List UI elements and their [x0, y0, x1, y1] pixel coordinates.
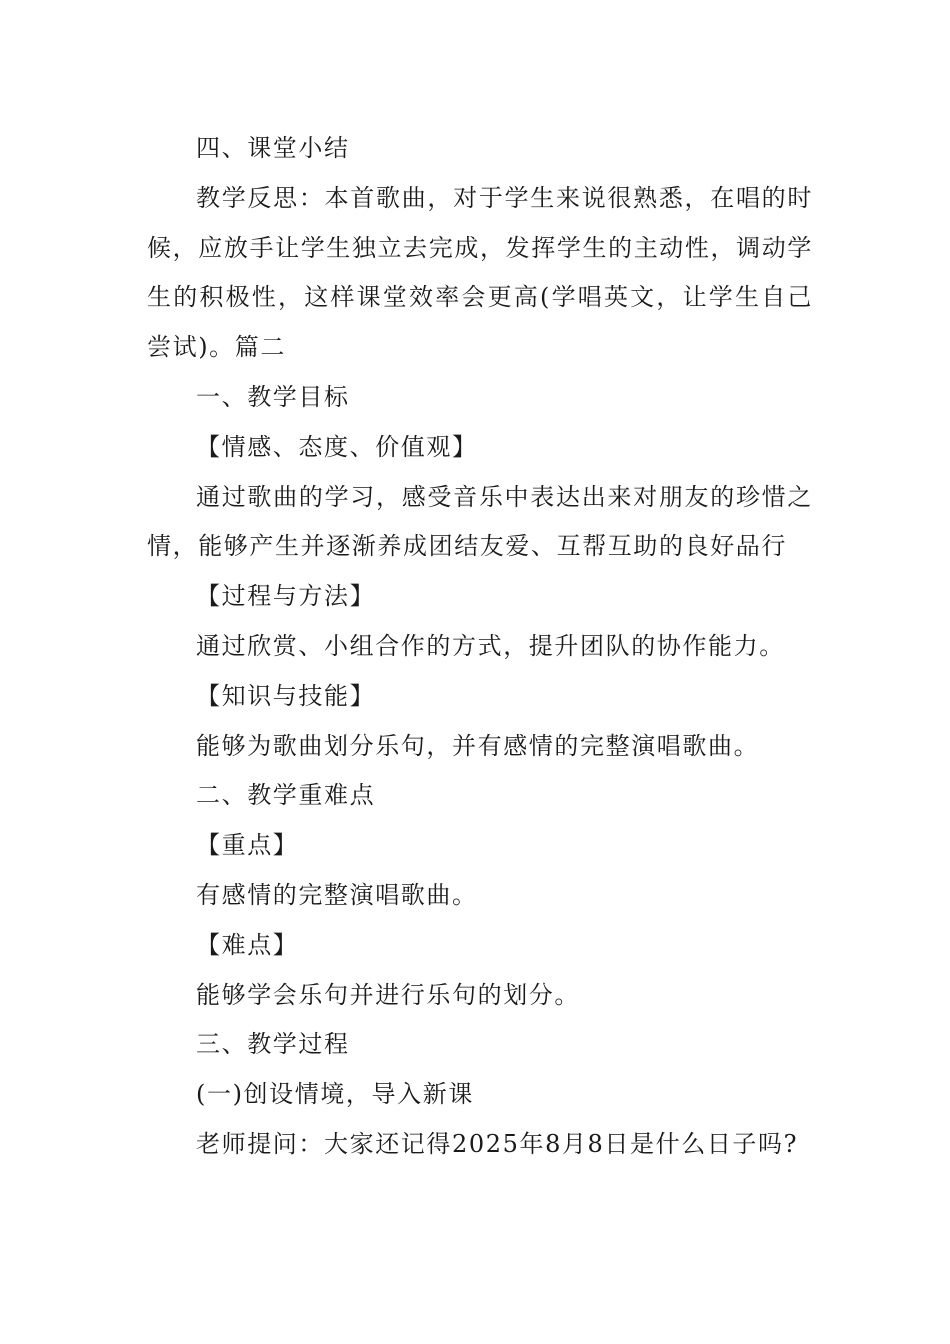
paragraph-teacher-question: 老师提问：大家还记得2025年8月8日是什么日子吗?: [196, 1129, 799, 1158]
subheading-emotion-attitude-values: 【情感、态度、价值观】: [196, 432, 478, 461]
subheading-knowledge-skills: 【知识与技能】: [196, 681, 376, 710]
section-heading-key-difficult-points: 二、教学重难点: [196, 781, 376, 810]
subheading-difficult-point: 【难点】: [196, 930, 299, 959]
subheading-create-situation: (一)创设情境，导入新课: [196, 1080, 474, 1109]
document-body: [147, 124, 813, 1170]
paragraph-difficult-point: 能够学会乐句并进行乐句的划分。: [196, 980, 580, 1009]
paragraph-teaching-reflection: 教学反思：本首歌曲，对于学生来说很熟悉，在唱的时候，应放手让学生独立去完成，发挥学生的主动性，调动学生的积极性，这样课堂效率会更高(学唱英文，让学生自己尝试)。篇二: [147, 183, 813, 362]
paragraph-key-point: 有感情的完整演唱歌曲。: [196, 880, 478, 909]
paragraph-knowledge-objective: 能够为歌曲划分乐句，并有感情的完整演唱歌曲。: [196, 731, 760, 760]
section-heading-objectives: 一、教学目标: [196, 382, 350, 411]
paragraph-process-objective: 通过欣赏、小组合作的方式，提升团队的协作能力。: [196, 631, 785, 660]
subheading-key-point: 【重点】: [196, 831, 299, 860]
section-heading-teaching-process: 三、教学过程: [196, 1030, 350, 1059]
section-heading-summary: 四、课堂小结: [196, 134, 350, 162]
paragraph-emotion-objective: 通过歌曲的学习，感受音乐中表达出来对朋友的珍惜之情，能够产生并逐渐养成团结友爱、互帮互助的良好品行: [147, 482, 813, 561]
subheading-process-method: 【过程与方法】: [196, 582, 376, 611]
